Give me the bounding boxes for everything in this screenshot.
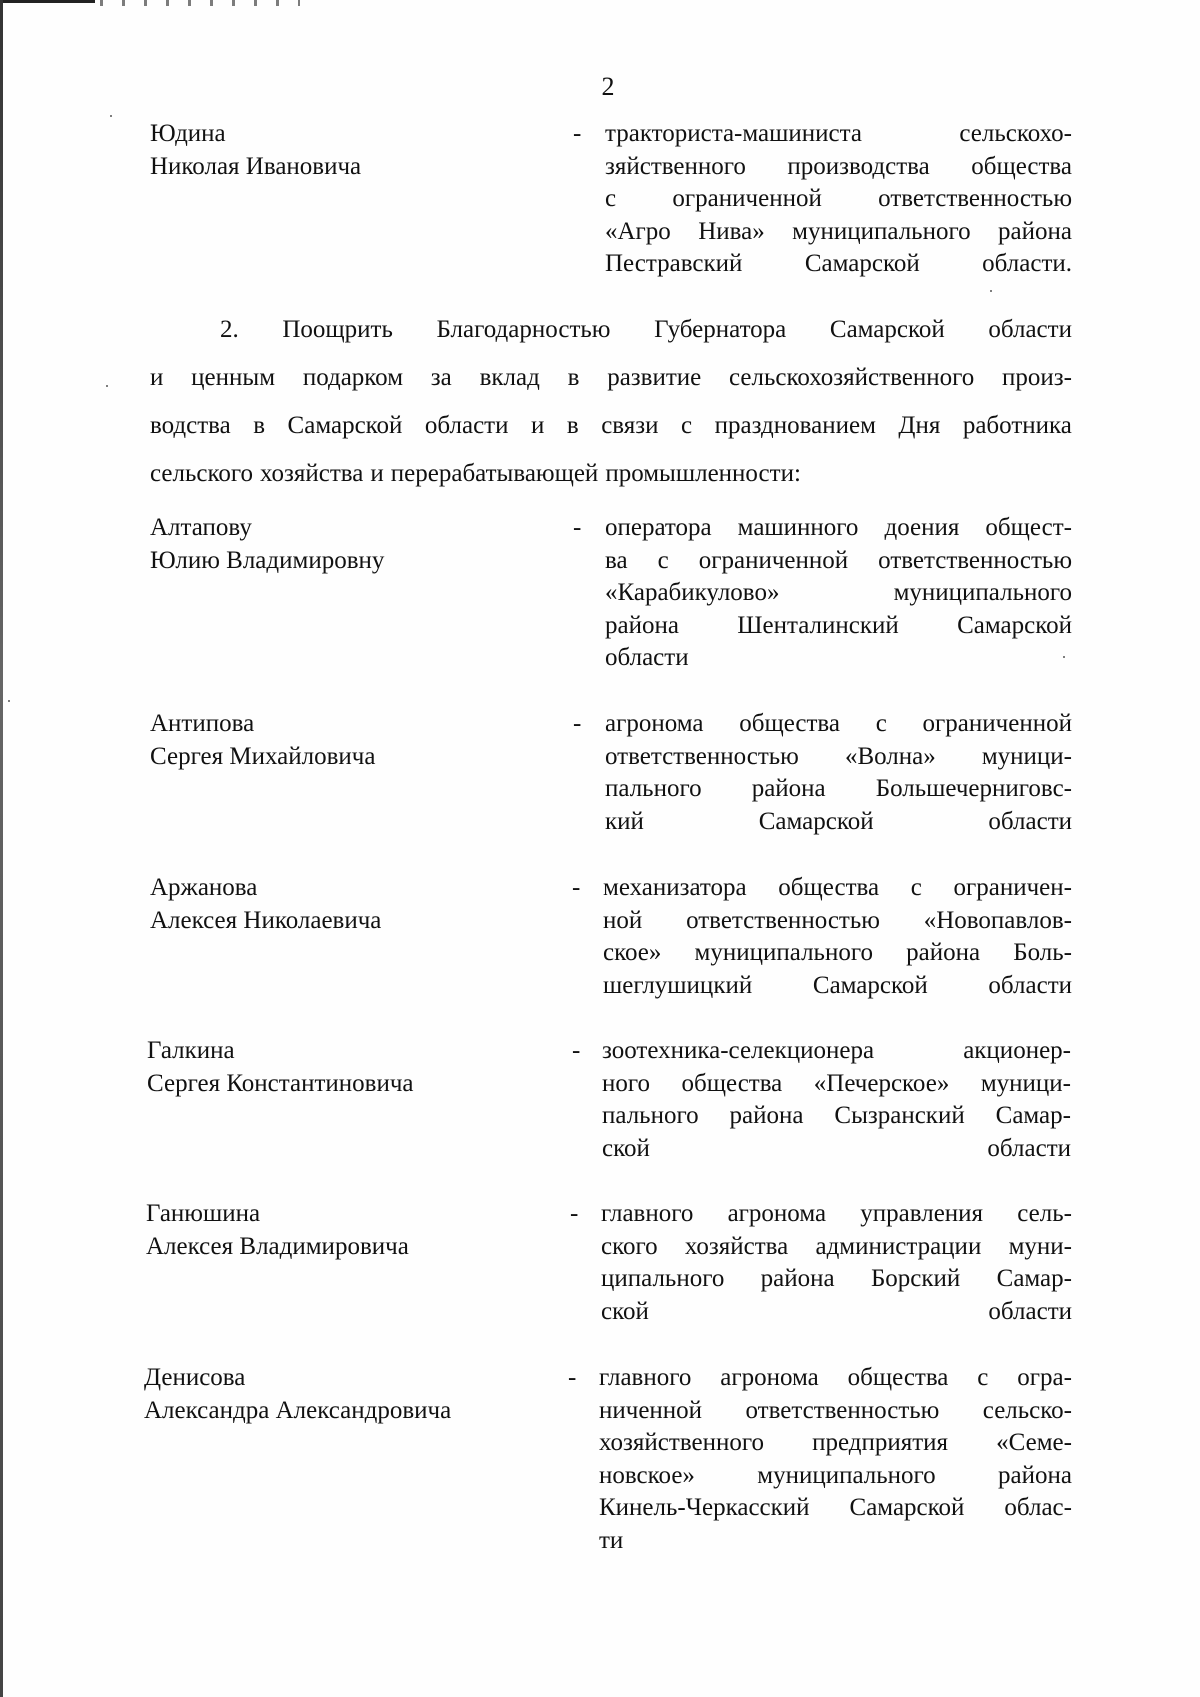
recipient-surname: Аржанова <box>150 874 258 901</box>
entry-dash: - <box>568 1364 577 1391</box>
word: района <box>729 1102 804 1129</box>
word: общества <box>739 710 840 737</box>
word: работника <box>962 412 1072 439</box>
word: Большечерниговс- <box>875 775 1072 802</box>
word: с <box>657 546 669 574</box>
word: «Печерское» <box>813 1069 950 1097</box>
word: новское» <box>599 1461 695 1489</box>
paragraph-line <box>150 450 1072 498</box>
word: доения <box>884 514 960 541</box>
recipient-given-name: Александра Александровича <box>144 1396 452 1424</box>
word: в <box>567 364 580 391</box>
word: производства <box>787 152 930 180</box>
word: хозяйства <box>259 460 364 487</box>
word: перерабатывающей <box>390 460 599 487</box>
position-line <box>599 1395 1072 1428</box>
recipient-position <box>603 872 1072 1002</box>
word: промышленности: <box>605 460 801 487</box>
word: тракториста-машиниста <box>605 120 862 147</box>
word: механизатора <box>603 874 747 901</box>
word: зяйственного <box>605 152 746 180</box>
word: Благодарностью <box>436 316 611 343</box>
position-line <box>601 1198 1072 1231</box>
scan-edge-artifact <box>0 0 3 1697</box>
word: Самарской <box>829 316 945 343</box>
word: 2. <box>220 316 239 343</box>
word: ограниченной <box>922 710 1072 737</box>
word: Поощрить <box>282 316 393 343</box>
word: муниципального <box>757 1461 936 1489</box>
word: ниченной <box>599 1396 703 1424</box>
word: района <box>906 939 981 966</box>
word: вклад <box>479 364 540 391</box>
paragraph-2 <box>150 306 1072 498</box>
position-line <box>605 512 1072 545</box>
word: общества <box>681 1069 783 1097</box>
entry-dash: - <box>573 120 582 147</box>
word: хозяйственного <box>599 1429 764 1456</box>
word: сель- <box>1017 1200 1072 1227</box>
position-line <box>605 577 1072 610</box>
recipient-name <box>147 1035 547 1100</box>
word: района <box>998 1461 1072 1489</box>
word: ответственностью <box>878 185 1072 212</box>
word: сельского <box>150 460 253 487</box>
paragraph-line <box>150 306 1072 354</box>
word: муни- <box>1008 1232 1072 1260</box>
word: произ- <box>1002 364 1072 391</box>
word: ограниченной <box>672 185 822 212</box>
position-line <box>603 872 1072 905</box>
recipient-position <box>605 512 1072 675</box>
word: агронома <box>720 1364 819 1391</box>
word: района <box>605 611 679 639</box>
word: зоотехника-селекционера <box>602 1037 875 1064</box>
word: огра- <box>1017 1364 1072 1391</box>
word: ного <box>602 1069 651 1097</box>
word: Дня <box>898 412 941 439</box>
position-line <box>599 1492 1072 1525</box>
recipient-surname: Алтапову <box>150 514 252 541</box>
recipient-name <box>150 708 550 773</box>
position-line: ти <box>599 1526 624 1554</box>
position-line <box>605 610 1072 643</box>
recipient-position <box>601 1198 1072 1328</box>
word: сельскохозяйственного <box>729 364 975 391</box>
word: ское» <box>603 939 662 966</box>
word: и <box>370 460 384 487</box>
position-line <box>605 773 1072 806</box>
recipient-name <box>150 118 550 183</box>
position-line <box>599 1460 1072 1493</box>
word: в <box>566 412 579 439</box>
recipient-surname: Антипова <box>150 710 255 737</box>
scan-speck <box>106 385 108 387</box>
recipient-name <box>144 1362 544 1427</box>
word: с <box>605 185 617 212</box>
word: агронома <box>605 710 704 737</box>
position-line <box>599 1362 1072 1395</box>
word: ограничен- <box>953 874 1072 901</box>
scan-speck <box>8 700 10 702</box>
word: Самар- <box>996 1265 1072 1292</box>
word: Шенталинский <box>737 611 899 639</box>
word: «Волна» <box>844 742 936 770</box>
word: и <box>150 364 164 391</box>
position-line <box>602 1068 1071 1101</box>
word: ценным <box>191 364 276 391</box>
word: Кинель-Черкасский <box>599 1494 810 1521</box>
recipient-surname: Юдина <box>150 120 226 147</box>
scan-edge-artifact <box>0 0 95 3</box>
word: ответственностью <box>605 742 799 770</box>
word: общества <box>847 1364 949 1391</box>
entry-dash: - <box>573 514 582 541</box>
recipient-given-name: Сергея Михайловича <box>150 742 376 770</box>
position-line: ской области <box>601 1297 1072 1325</box>
scan-edge-artifact <box>100 0 300 6</box>
word: хозяйства <box>684 1232 789 1260</box>
word: общества <box>778 874 880 901</box>
word: «Новопавлов- <box>923 906 1072 934</box>
position-line <box>605 118 1072 151</box>
word: ответственностью <box>745 1396 940 1424</box>
recipient-name <box>150 872 550 937</box>
word: управления <box>860 1200 984 1227</box>
recipient-given-name: Николая Ивановича <box>150 152 362 180</box>
position-line <box>605 216 1072 249</box>
word: района <box>998 217 1072 245</box>
recipient-position <box>602 1035 1071 1165</box>
position-line <box>603 905 1072 938</box>
word: оператора <box>605 514 712 541</box>
word: предприятия <box>812 1429 949 1456</box>
entry-dash: - <box>572 874 581 901</box>
word: Самарской <box>957 611 1072 639</box>
position-line <box>599 1427 1072 1460</box>
word: с <box>681 412 693 439</box>
word: водства <box>150 412 231 439</box>
scan-speck <box>990 290 992 292</box>
word: ципального <box>601 1265 725 1292</box>
entry-dash: - <box>572 1037 581 1064</box>
position-line <box>605 545 1072 578</box>
entry-dash: - <box>573 710 582 737</box>
word: с <box>875 710 887 737</box>
word: муниципального <box>792 217 971 245</box>
word: пального <box>602 1102 699 1129</box>
word: ского <box>601 1232 658 1260</box>
recipient-given-name: Сергея Константиновича <box>147 1069 414 1097</box>
scan-speck <box>110 115 112 117</box>
word: пального <box>605 775 702 802</box>
recipient-given-name: Алексея Николаевича <box>150 906 382 934</box>
position-line: Пестравский Самарской области. <box>605 250 1072 277</box>
position-line <box>601 1263 1072 1296</box>
position-line <box>605 183 1072 216</box>
word: района <box>751 775 826 802</box>
recipient-position <box>605 118 1072 281</box>
word: общества <box>971 152 1072 180</box>
word: муници- <box>981 742 1072 770</box>
word: муниципального <box>893 579 1072 606</box>
word: празднованием <box>714 412 876 439</box>
word: области <box>988 316 1072 343</box>
position-line <box>603 937 1072 970</box>
position-line <box>602 1100 1071 1133</box>
position-line <box>605 151 1072 184</box>
word: «Карабикулово» <box>605 579 780 606</box>
word: района <box>760 1265 835 1292</box>
word: муници- <box>980 1069 1071 1097</box>
word: Губернатора <box>654 316 787 343</box>
word: «Семе- <box>996 1429 1072 1456</box>
word: агронома <box>727 1200 827 1227</box>
position-line: кий Самарской области <box>605 807 1072 835</box>
word: Самарской <box>849 1494 965 1521</box>
page-number: 2 <box>601 72 615 101</box>
word: ной <box>603 906 643 934</box>
paragraph-line <box>150 402 1072 450</box>
recipient-name <box>150 512 550 577</box>
word: «Агро <box>605 217 671 245</box>
word: акционер- <box>963 1037 1071 1064</box>
word: области <box>424 412 509 439</box>
position-line <box>601 1231 1072 1264</box>
word: Боль- <box>1013 939 1072 966</box>
word: сельско- <box>982 1396 1072 1424</box>
word: Самарской <box>287 412 403 439</box>
word: облас- <box>1004 1494 1072 1521</box>
word: главного <box>601 1200 694 1227</box>
paragraph-line <box>150 354 1072 402</box>
word: Самар- <box>995 1102 1071 1129</box>
position-line: шеглушицкий Самарской области <box>603 971 1072 999</box>
word: Сызранский <box>834 1102 965 1129</box>
recipient-surname: Ганюшина <box>146 1200 261 1227</box>
position-line: ской области <box>602 1134 1071 1162</box>
word: сельскохо- <box>959 120 1072 147</box>
word: Борский <box>870 1265 961 1292</box>
word: ва <box>605 546 628 574</box>
word: и <box>531 412 545 439</box>
word: муниципального <box>694 939 873 966</box>
recipient-position <box>605 708 1072 838</box>
word: ответственностью <box>686 906 880 934</box>
word: с <box>910 874 922 901</box>
word: администрации <box>815 1232 982 1260</box>
recipient-name <box>146 1198 546 1263</box>
recipient-position <box>599 1362 1072 1557</box>
word: главного <box>599 1364 692 1391</box>
word: с <box>977 1364 989 1391</box>
word: машинного <box>737 514 859 541</box>
word: Нива» <box>698 217 765 245</box>
position-line <box>605 708 1072 741</box>
word: общест- <box>985 514 1072 541</box>
word: в <box>253 412 266 439</box>
word: подарком <box>302 364 404 391</box>
word: ответственностью <box>878 546 1072 574</box>
recipient-surname: Денисова <box>144 1364 246 1391</box>
position-line: области <box>605 644 689 671</box>
word: развитие <box>607 364 702 391</box>
entry-dash: - <box>570 1200 579 1227</box>
position-line <box>605 741 1072 774</box>
recipient-surname: Галкина <box>147 1037 235 1064</box>
recipient-given-name: Юлию Владимировну <box>150 546 385 574</box>
word: связи <box>601 412 659 439</box>
word: ограниченной <box>698 546 849 574</box>
recipient-given-name: Алексея Владимировича <box>146 1232 409 1260</box>
word: за <box>430 364 452 391</box>
position-line <box>602 1035 1071 1068</box>
